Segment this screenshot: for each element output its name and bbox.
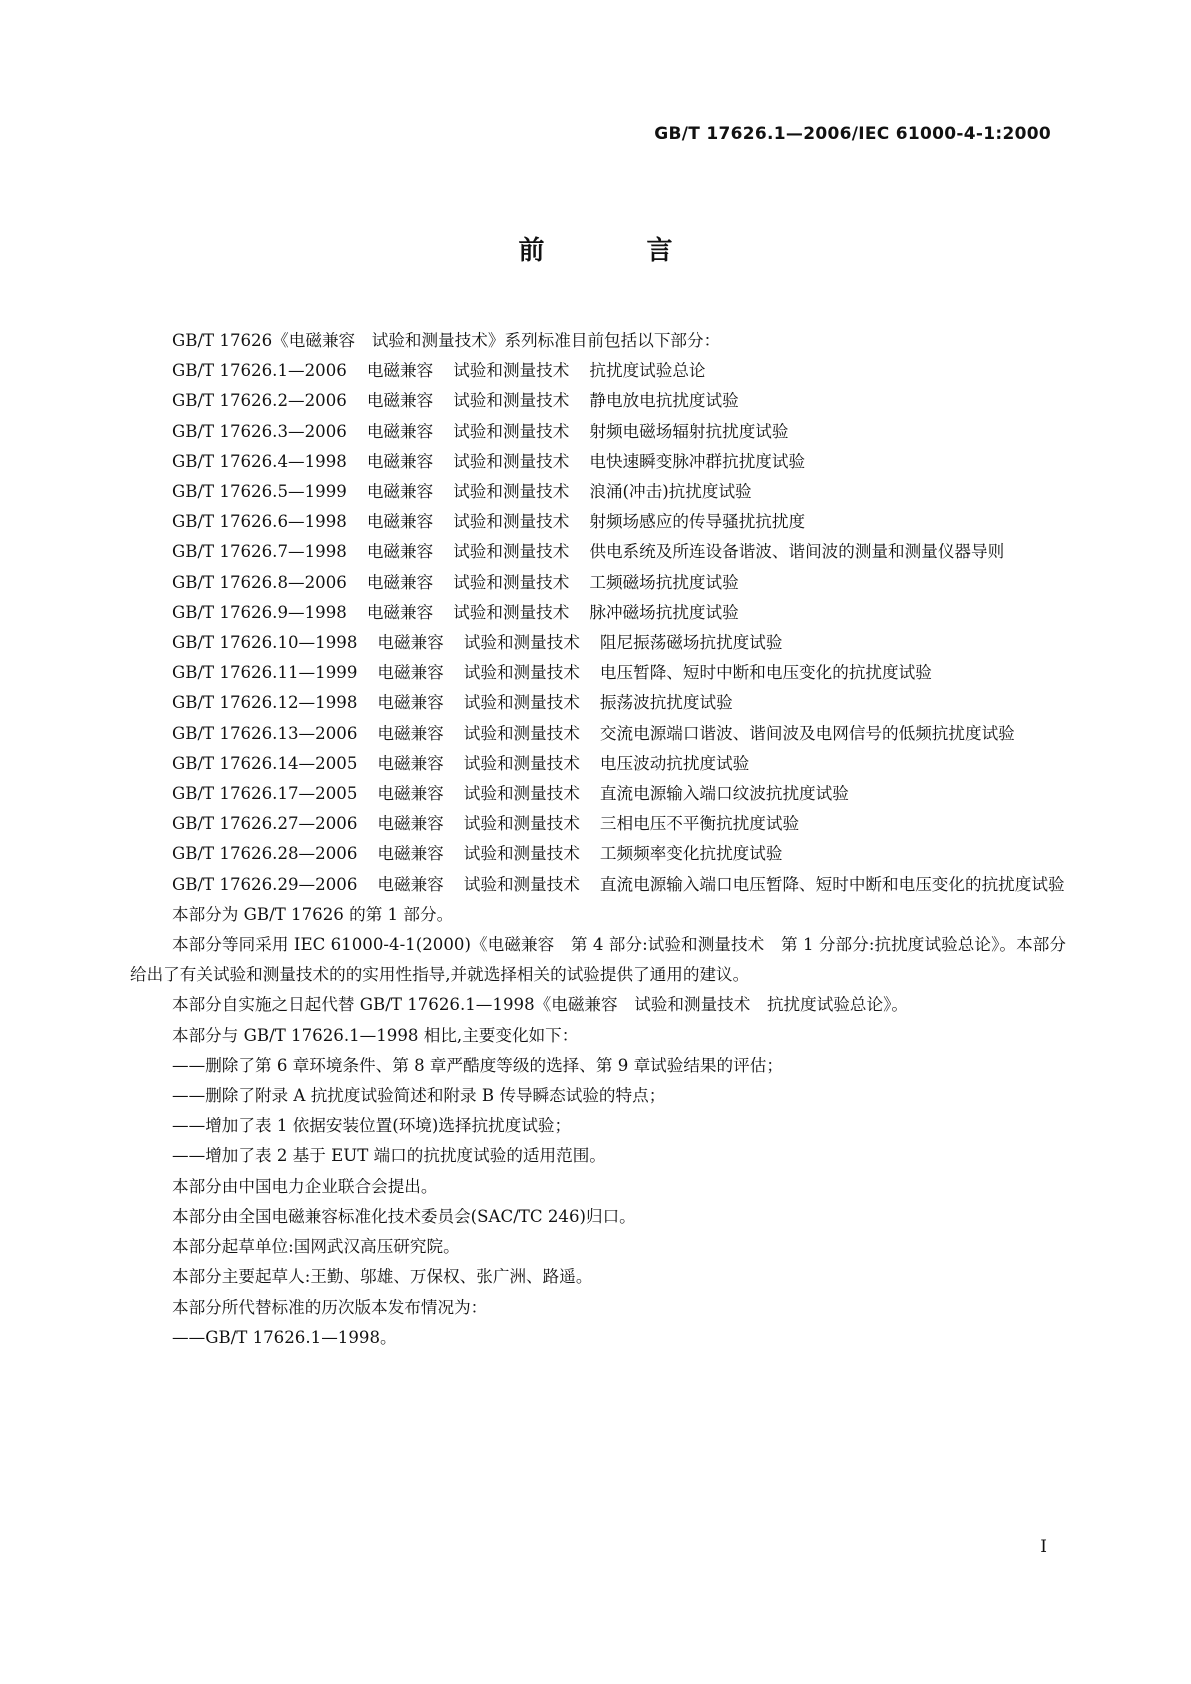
paragraph: 本部分等同采用 IEC 61000-4-1(2000)《电磁兼容 第 4 部分:试验和测量技术 第 1 分部分:抗扰度试验总论》。本部分给出了有关试验和测量技术的的实用性指导,并就选择相关的试验提供了通用的建议。	[130, 935, 1066, 985]
document-body	[130, 326, 1066, 1353]
part-topic: 电磁兼容	[377, 753, 444, 773]
part-topic: 电磁兼容	[377, 784, 444, 804]
part-name: 静电放电抗扰度试验	[589, 391, 739, 411]
intro-paragraph: GB/T 17626《电磁兼容 试验和测量技术》系列标准目前包括以下部分：	[172, 331, 721, 350]
part-topic: 电磁兼容	[366, 512, 434, 532]
part-name: 阻尼振荡磁场抗扰度试验	[599, 633, 783, 653]
part-name: 浪涌(冲击)抗扰度试验	[589, 482, 752, 502]
part-name: 三相电压不平衡抗扰度试验	[599, 814, 800, 834]
part-subtopic: 试验和测量技术	[463, 844, 580, 864]
part-name: 电压波动抗扰度试验	[599, 753, 750, 773]
part-code: GB/T 17626.5—1999	[172, 482, 347, 502]
part-topic: 电磁兼容	[377, 723, 444, 743]
paragraph: 本部分主要起草人:王勤、邬雄、万保权、张广洲、路遥。	[172, 1267, 593, 1287]
part-subtopic: 试验和测量技术	[463, 723, 580, 743]
part-code: GB/T 17626.14—2005	[172, 753, 358, 773]
part-list-item	[130, 386, 1066, 416]
part-list-item	[130, 719, 1066, 749]
part-list-item	[130, 658, 1066, 688]
part-list-item	[130, 477, 1066, 507]
part-list-item	[130, 628, 1066, 658]
part-code: GB/T 17626.9—1998	[172, 602, 347, 622]
part-code: GB/T 17626.3—2006	[172, 421, 347, 441]
paragraph: 本部分与 GB/T 17626.1—1998 相比,主要变化如下：	[172, 1025, 579, 1045]
part-subtopic: 试验和测量技术	[453, 451, 570, 471]
part-topic: 电磁兼容	[366, 602, 434, 622]
part-subtopic: 试验和测量技术	[453, 361, 570, 381]
part-list-item	[130, 417, 1066, 447]
part-name: 工频磁场抗扰度试验	[589, 572, 739, 592]
part-topic: 电磁兼容	[366, 482, 434, 502]
part-list-item	[130, 809, 1066, 839]
part-subtopic: 试验和测量技术	[463, 814, 580, 834]
page-number: I	[1040, 1537, 1047, 1557]
part-name: 射频场感应的传导骚扰抗扰度	[589, 512, 806, 532]
paragraph: 本部分由全国电磁兼容标准化技术委员会(SAC/TC 246)归口。	[172, 1206, 636, 1226]
parts-list	[130, 356, 1066, 900]
part-list-item	[130, 537, 1066, 567]
part-topic: 电磁兼容	[377, 663, 444, 683]
part-name: 交流电源端口谐波、谐间波及电网信号的低频抗扰度试验	[599, 723, 1015, 743]
part-subtopic: 试验和测量技术	[463, 784, 580, 804]
part-list-item	[130, 507, 1066, 537]
closing-paragraphs	[130, 900, 1066, 1353]
part-code: GB/T 17626.11—1999	[172, 663, 358, 683]
part-code: GB/T 17626.28—2006	[172, 844, 358, 864]
part-name: 直流电源输入端口纹波抗扰度试验	[599, 784, 849, 804]
part-list-item	[130, 779, 1066, 809]
part-subtopic: 试验和测量技术	[463, 693, 580, 713]
part-name: 抗扰度试验总论	[589, 361, 706, 381]
part-name: 电压暂降、短时中断和电压变化的抗扰度试验	[599, 663, 932, 683]
part-name: 供电系统及所连设备谐波、谐间波的测量和测量仪器导则	[589, 542, 1005, 562]
part-subtopic: 试验和测量技术	[463, 663, 580, 683]
part-subtopic: 试验和测量技术	[463, 753, 580, 773]
part-code: GB/T 17626.13—2006	[172, 723, 358, 743]
part-topic: 电磁兼容	[377, 633, 444, 653]
part-list-item	[130, 356, 1066, 386]
part-topic: 电磁兼容	[366, 572, 434, 592]
part-name: 脉冲磁场抗扰度试验	[589, 602, 739, 622]
part-subtopic: 试验和测量技术	[453, 512, 570, 532]
part-list-item	[130, 749, 1066, 779]
part-name: 振荡波抗扰度试验	[599, 693, 733, 713]
part-topic: 电磁兼容	[366, 391, 434, 411]
part-topic: 电磁兼容	[366, 361, 434, 381]
part-name: 工频频率变化抗扰度试验	[599, 844, 783, 864]
part-topic: 电磁兼容	[366, 542, 434, 562]
part-subtopic: 试验和测量技术	[453, 542, 570, 562]
part-list-item	[130, 598, 1066, 628]
part-topic: 电磁兼容	[377, 874, 444, 894]
part-topic: 电磁兼容	[377, 814, 444, 834]
page-title: 前 言	[518, 236, 711, 266]
change-item: ——增加了表 1 依据安装位置(环境)选择抗扰度试验；	[172, 1116, 572, 1136]
part-subtopic: 试验和测量技术	[453, 391, 570, 411]
paragraph: 本部分起草单位:国网武汉高压研究院。	[172, 1237, 460, 1257]
part-list-item	[130, 568, 1066, 598]
part-name: 直流电源输入端口电压暂降、短时中断和电压变化的抗扰度试验	[599, 874, 1065, 894]
part-code: GB/T 17626.12—1998	[172, 693, 358, 713]
part-code: GB/T 17626.17—2005	[172, 784, 358, 804]
part-code: GB/T 17626.27—2006	[172, 814, 358, 834]
part-list-item	[130, 688, 1066, 718]
part-topic: 电磁兼容	[366, 451, 434, 471]
change-item: ——增加了表 2 基于 EUT 端口的抗扰度试验的适用范围。	[172, 1146, 606, 1166]
part-subtopic: 试验和测量技术	[453, 602, 570, 622]
part-subtopic: 试验和测量技术	[463, 633, 580, 653]
part-subtopic: 试验和测量技术	[453, 572, 570, 592]
part-code: GB/T 17626.6—1998	[172, 512, 347, 532]
paragraph: 本部分由中国电力企业联合会提出。	[172, 1176, 438, 1196]
part-name: 射频电磁场辐射抗扰度试验	[589, 421, 789, 441]
part-topic: 电磁兼容	[366, 421, 434, 441]
standard-number-header: GB/T 17626.1—2006/IEC 61000-4-1:2000	[654, 124, 1051, 144]
paragraph: 本部分所代替标准的历次版本发布情况为：	[172, 1297, 488, 1317]
part-code: GB/T 17626.29—2006	[172, 874, 358, 894]
change-item: ——删除了第 6 章环境条件、第 8 章严酷度等级的选择、第 9 章试验结果的评估；	[172, 1055, 783, 1075]
part-list-item	[130, 870, 1066, 900]
part-list-item	[130, 447, 1066, 477]
part-topic: 电磁兼容	[377, 844, 444, 864]
paragraph: 本部分自实施之日起代替 GB/T 17626.1—1998《电磁兼容 试验和测量技术 抗扰度试验总论》。	[172, 995, 908, 1015]
change-item: ——删除了附录 A 抗扰度试验简述和附录 B 传导瞬态试验的特点；	[172, 1086, 666, 1106]
part-code: GB/T 17626.7—1998	[172, 542, 347, 562]
part-subtopic: 试验和测量技术	[453, 421, 570, 441]
part-subtopic: 试验和测量技术	[453, 482, 570, 502]
part-code: GB/T 17626.10—1998	[172, 633, 358, 653]
part-list-item	[130, 839, 1066, 869]
part-subtopic: 试验和测量技术	[463, 874, 580, 894]
part-code: GB/T 17626.4—1998	[172, 451, 347, 471]
part-code: GB/T 17626.1—2006	[172, 361, 347, 381]
part-code: GB/T 17626.8—2006	[172, 572, 347, 592]
part-name: 电快速瞬变脉冲群抗扰度试验	[589, 451, 806, 471]
paragraph: 本部分为 GB/T 17626 的第 1 部分。	[172, 904, 454, 924]
previous-edition-item: ——GB/T 17626.1—1998。	[172, 1327, 397, 1347]
part-code: GB/T 17626.2—2006	[172, 391, 347, 411]
part-topic: 电磁兼容	[377, 693, 444, 713]
